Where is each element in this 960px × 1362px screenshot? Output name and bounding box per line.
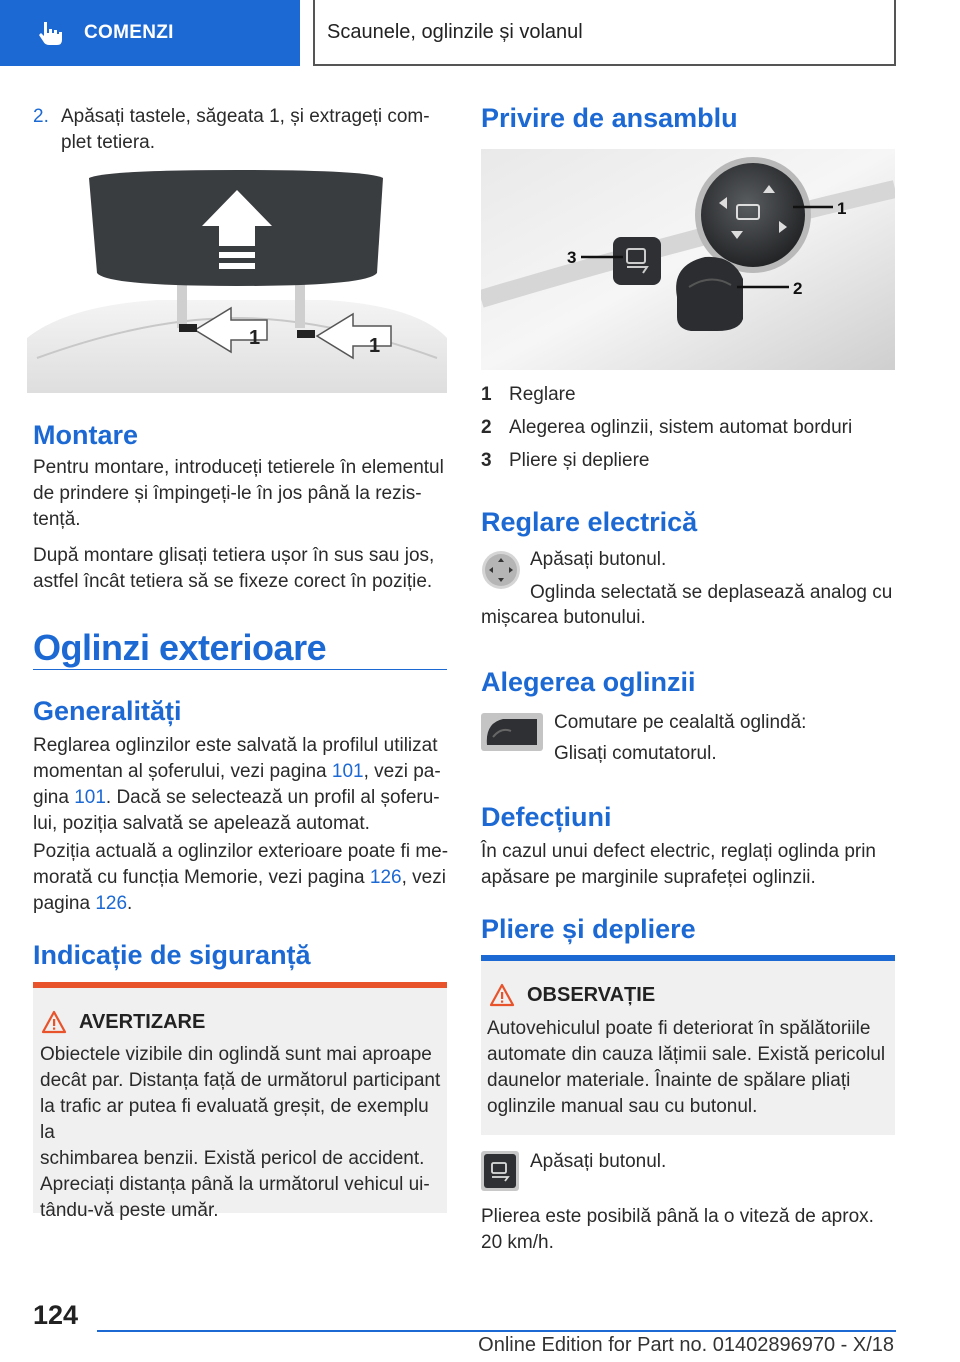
fig2-label: 2 [793,279,803,298]
page-link[interactable]: 101 [331,761,364,782]
oglinzi-heading: Oglinzi exterioare [33,627,327,668]
electric-heading: Reglare electrică [481,507,698,537]
generalitati-heading: Generalități [33,696,182,726]
fold-heading: Pliere și depliere [481,914,696,944]
footer-rule [97,1330,896,1332]
select-heading: Alegerea oglinzii [481,667,696,697]
defect-paragraph: În cazul unui defect electric, reglați oglinda prin apăsare pe marginile suprafeței oglinzii. [481,841,877,888]
warning-text: Obiectele vizibile din oglindă sunt mai aproape decât par. Distanța față de următorul participant la trafic ar putea fi evaluată greșit, de exemplu la schimbarea benzii. Există pericol de accident. Apreciați distanța până la următorul vehicul ui- tându-vă peste umăr. [40,1044,441,1221]
safety-heading: Indicație de siguranță [33,940,311,970]
mirror-joystick-icon [481,550,521,590]
montare-heading: Montare [33,420,139,450]
mirror-selector-switch-icon [481,713,543,751]
mirror-controls-illustration [481,149,895,370]
step-2 [33,104,447,156]
header-chapter [313,0,896,66]
page-link[interactable]: 101 [74,787,106,808]
note-box [481,955,895,1135]
warning-triangle-icon [41,1010,67,1034]
note-bar [481,955,895,961]
headrest-removal-illustration [27,168,447,393]
defect-heading: Defecțiuni [481,802,612,832]
warning-triangle-icon [489,983,515,1007]
montare-paragraph-1: Pentru montare, introduceți tetierele în elementul de prindere și împingeți-le în jos până la rezis- tență. [33,457,444,530]
generalitati-paragraph-1: Reglarea oglinzilor este salvată la profilul utilizat momentan al șoferului, vezi pagina 101, vezi pa- gina 101. Dacă se selectează un profil al șoferu- lui, poziția salvată se apelează automat. [33,735,441,834]
electric-step-1: Apăsați butonul. [530,549,667,570]
page-number: 124 [33,1300,79,1330]
header-section-tab[interactable] [0,0,300,66]
warning-box [33,982,447,1221]
section-divider [33,669,447,670]
warning-title: AVERTIZARE [41,1010,205,1034]
electric-step-2-cont: mișcarea butonului. [481,607,646,628]
fold-step: Apăsați butonul. [530,1151,667,1172]
fig2-label: 3 [567,248,577,267]
montare-paragraph-2: După montare glisați tetiera ușor în sus sau jos, astfel încât tetiera să se fixeze corect în poziție. [33,545,435,592]
legend-item: 2 Alegerea oglinzii, sistem automat borduri [481,417,853,438]
page-link[interactable]: 126 [95,893,128,914]
warning-bar [33,982,447,988]
electric-step-2: Oglinda selectată se deplasează analog cu [530,582,893,603]
fold-mirror-button-icon [481,1151,519,1191]
step-number: 2. [33,106,49,127]
step-text-line: Apăsați tastele, săgeata 1, și extrageți com- [61,106,430,127]
legend-item: 1 Reglare [481,384,576,405]
step-text-line: plet tetiera. [61,132,155,153]
overview-heading: Privire de ansamblu [481,103,738,133]
fig1-label: 1 [249,327,261,349]
select-step-1: Comutare pe cealaltă oglindă: [554,712,807,733]
fig2-label: 1 [837,199,847,218]
note-title: OBSERVAȚIE [489,983,655,1007]
fold-paragraph: Plierea este posibilă până la o viteză de aprox. 20 km/h. [481,1206,874,1253]
generalitati-paragraph-2: Poziția actuală a oglinzilor exterioare poate fi me- morată cu funcția Memorie, vezi pagina 126, vezi pagina 126. [33,841,449,914]
header-section-label: COMENZI [84,22,174,43]
page-link[interactable]: 126 [369,867,402,888]
legend-list [481,382,895,481]
footer-edition: Online Edition for Part no. 01402896970 - X/18 [478,1334,894,1356]
fig1-label: 1 [369,335,381,357]
legend-item: 3 Pliere și depliere [481,450,650,471]
hand-pointer-icon [36,18,66,48]
header-chapter-label: Scaunele, oglinzile și volanul [327,20,583,43]
note-text: Autovehiculul poate fi deteriorat în spălătoriile automate din cauza lățimii sale. Există pericolul daunelor materiale. Înainte de spălare pliați oglinzile manual sau cu butonul. [487,1018,886,1117]
select-step-2: Glisați comutatorul. [554,743,717,764]
